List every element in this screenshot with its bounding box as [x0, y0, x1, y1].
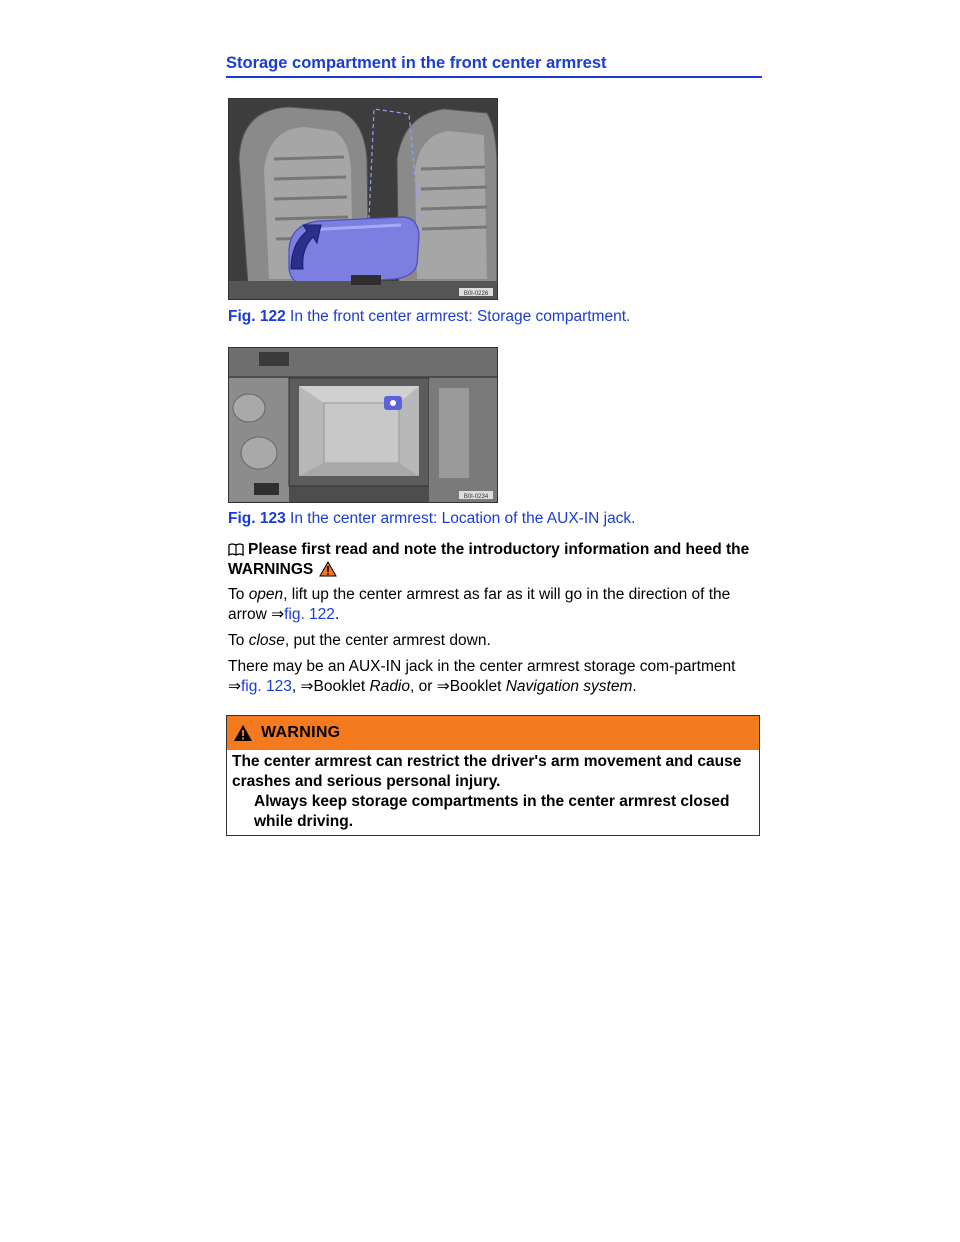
figure-caption-text: In the center armrest: Location of the AUX-IN jack. — [285, 510, 636, 527]
figure-link-123[interactable]: fig. 123 — [241, 678, 292, 695]
arrow-symbol: ⇒ — [436, 678, 450, 695]
armrest-illustration — [229, 99, 497, 299]
text: . — [334, 606, 340, 623]
warning-header — [227, 716, 759, 750]
warning-icon — [233, 724, 253, 742]
arrow-symbol: ⇒ — [271, 606, 285, 623]
booklet-navigation: Navigation system — [505, 678, 633, 695]
figure-label: Fig. 123 — [228, 510, 286, 527]
intro-text: Please first read and note the introductory information and heed the WARNINGS — [228, 541, 750, 578]
emphasis: open — [248, 586, 284, 603]
arrow-symbol: ⇒ — [228, 678, 241, 695]
arrow-symbol: ⇒ — [300, 678, 314, 695]
section-title: Storage compartment in the front center armrest — [226, 54, 762, 78]
figure-code: B0I-0234 — [463, 494, 489, 500]
text: , — [291, 678, 301, 695]
text: To — [228, 632, 249, 649]
paragraph-open — [228, 585, 764, 625]
book-icon — [228, 543, 244, 556]
text: , lift up the center armrest as far as it will go in the direction of the arrow — [228, 586, 731, 623]
booklet-radio: Radio — [369, 678, 410, 695]
figure-label: Fig. 122 — [228, 308, 286, 325]
text: , put the center armrest down. — [284, 632, 491, 649]
text: . — [632, 678, 637, 695]
warning-body: The center armrest can restrict the driver's arm movement and cause crashes and serious personal injury. — [232, 753, 742, 790]
figure-code: B0I-0226 — [463, 291, 489, 297]
paragraph-aux — [228, 657, 764, 697]
paragraph-close — [228, 631, 764, 651]
text: , or — [410, 678, 437, 695]
warning-box — [226, 715, 760, 836]
figure-caption-text: In the front center armrest: Storage compartment. — [285, 308, 631, 325]
figure-armrest-compartment — [228, 347, 498, 503]
warning-title: WARNING — [261, 724, 341, 741]
text: Booklet — [449, 678, 506, 695]
figure-link-122[interactable]: fig. 122 — [284, 606, 335, 623]
figure-caption-123 — [228, 510, 636, 528]
warning-bullet: Always keep storage compartments in the center armrest closed while driving. — [254, 793, 730, 830]
warning-triangle-icon — [319, 561, 337, 577]
text: There may be an AUX-IN jack in the center armrest storage com-partment — [228, 658, 736, 675]
figure-armrest-open — [228, 98, 498, 300]
warning-content — [227, 750, 759, 832]
intro-note — [228, 540, 764, 580]
emphasis: close — [248, 632, 285, 649]
figure-caption-122 — [228, 308, 630, 326]
text: Booklet — [313, 678, 370, 695]
compartment-illustration — [229, 348, 497, 502]
text: To — [228, 586, 249, 603]
